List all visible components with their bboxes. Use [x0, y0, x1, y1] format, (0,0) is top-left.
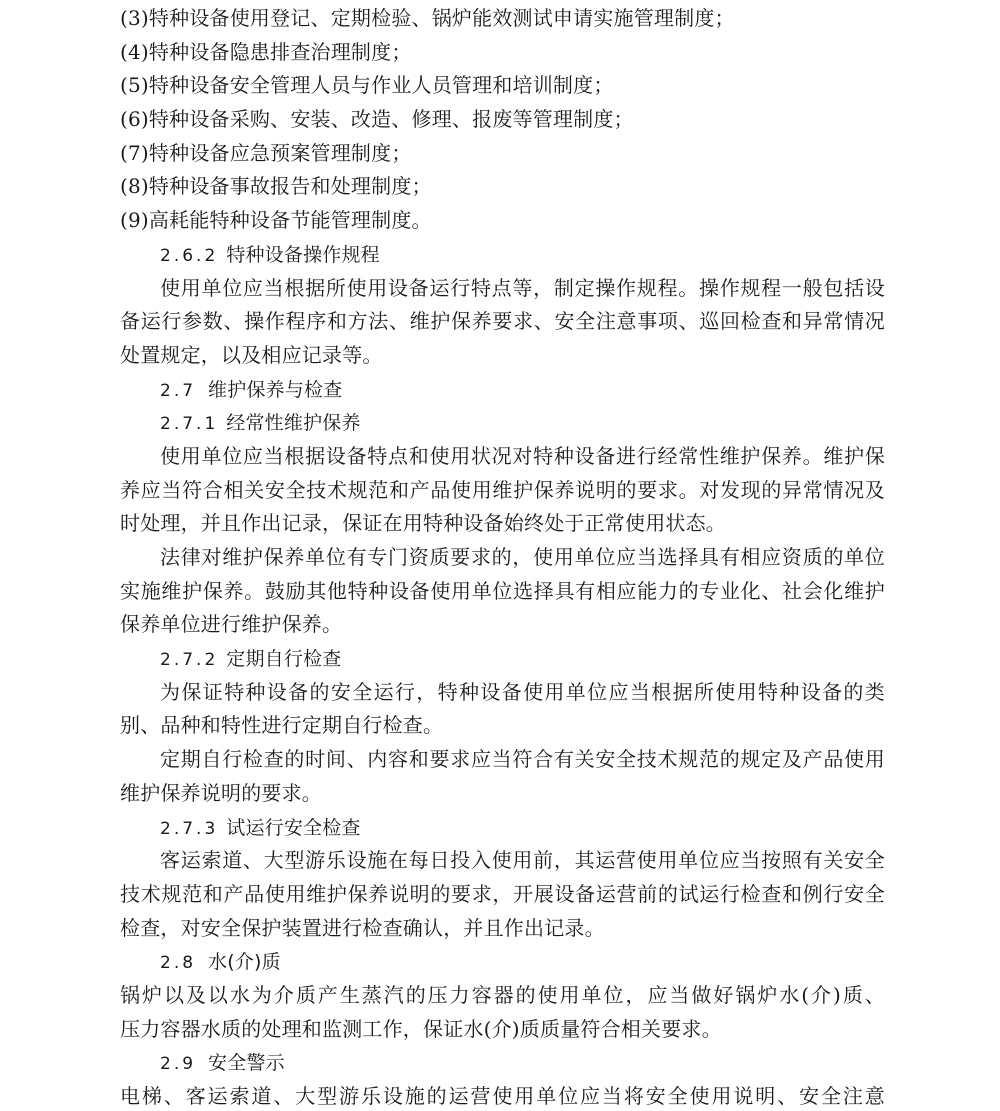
section-number: 2.9: [160, 1054, 197, 1075]
paragraph-line: 客运索道、大型游乐设施在每日投入使用前，其运营使用单位应当按照有关安全: [160, 848, 885, 873]
section-number: 2.6.2: [160, 245, 219, 266]
paragraph-line: 定期自行检查的时间、内容和要求应当符合有关安全技术规范的规定及产品使用: [160, 747, 885, 772]
section-heading-2-7-3: [120, 811, 885, 845]
section-heading-2-8: [120, 945, 885, 979]
paragraph-line: 锅炉以及以水为介质产生蒸汽的压力容器的使用单位，应当做好锅炉水(介)质、: [120, 982, 885, 1007]
list-item: (9)高耗能特种设备节能管理制度。: [120, 208, 432, 233]
section-number: 2.8: [160, 953, 197, 974]
section-number: 2.7.1: [160, 414, 219, 435]
document-body: [120, 2, 885, 1111]
section-title: 水(介)质: [208, 951, 281, 974]
paragraph-line: 养应当符合相关安全技术规范和产品使用维护保养说明的要求。对发现的异常情况及: [120, 477, 885, 502]
paragraph-line: 使用单位应当根据所使用设备运行特点等，制定操作规程。操作规程一般包括设: [160, 275, 885, 300]
list-item: (8)特种设备事故报告和处理制度；: [120, 174, 432, 199]
section-heading-2-9: [120, 1046, 885, 1080]
section-title: 维护保养与检查: [208, 378, 343, 401]
paragraph-line: 为保证特种设备的安全运行，特种设备使用单位应当根据所使用特种设备的类: [160, 679, 885, 704]
section-heading-2-7-1: [120, 406, 885, 440]
section-number: 2.7.3: [160, 818, 219, 839]
list-item: (7)特种设备应急预案管理制度；: [120, 140, 412, 165]
paragraph-line: 时处理，并且作出记录，保证在用特种设备始终处于正常使用状态。: [120, 511, 726, 536]
section-title: 特种设备操作规程: [226, 243, 380, 266]
paragraph-line: 保养单位进行维护保养。: [120, 612, 343, 637]
section-title: 试运行安全检查: [226, 816, 361, 839]
list-item: (5)特种设备安全管理人员与作业人员管理和培训制度；: [120, 73, 614, 98]
paragraph-line: 使用单位应当根据设备特点和使用状况对特种设备进行经常性维护保养。维护保: [160, 443, 885, 468]
section-title: 安全警示: [208, 1052, 285, 1075]
section-number: 2.7: [160, 380, 197, 401]
paragraph-line: 别、品种和特性进行定期自行检查。: [120, 713, 444, 738]
paragraph-line: 实施维护保养。鼓励其他特种设备使用单位选择具有相应能力的专业化、社会化维护: [120, 578, 885, 603]
section-heading-2-7: [120, 373, 885, 407]
paragraph-line: 维护保养说明的要求。: [120, 780, 322, 805]
paragraph-line: 电梯、客运索道、大型游乐设施的运营使用单位应当将安全使用说明、安全注意: [120, 1084, 885, 1108]
section-heading-2-6-2: [120, 238, 885, 272]
paragraph-line: 法律对维护保养单位有专门资质要求的，使用单位应当选择具有相应资质的单位: [160, 545, 885, 569]
paragraph-line: 处置规定，以及相应记录等。: [120, 342, 383, 367]
list-item: (6)特种设备采购、安装、改造、修理、报废等管理制度；: [120, 107, 634, 132]
section-title: 经常性维护保养: [226, 412, 361, 435]
list-item: (4)特种设备隐患排查治理制度；: [120, 39, 412, 64]
list-item: (3)特种设备使用登记、定期检验、锅炉能效测试申请实施管理制度；: [120, 6, 735, 30]
section-title: 定期自行检查: [226, 648, 342, 671]
section-heading-2-7-2: [120, 642, 885, 676]
paragraph-line: 备运行参数、操作程序和方法、维护保养要求、安全注意事项、巡回检查和异常情况: [120, 309, 885, 334]
paragraph-line: 技术规范和产品使用维护保养说明的要求，开展设备运营前的试运行检查和例行安全: [120, 881, 885, 906]
paragraph-line: 压力容器水质的处理和监测工作，保证水(介)质质量符合相关要求。: [120, 1016, 722, 1041]
section-number: 2.7.2: [160, 650, 219, 671]
paragraph-line: 检查，对安全保护装置进行检查确认，并且作出记录。: [120, 915, 605, 940]
